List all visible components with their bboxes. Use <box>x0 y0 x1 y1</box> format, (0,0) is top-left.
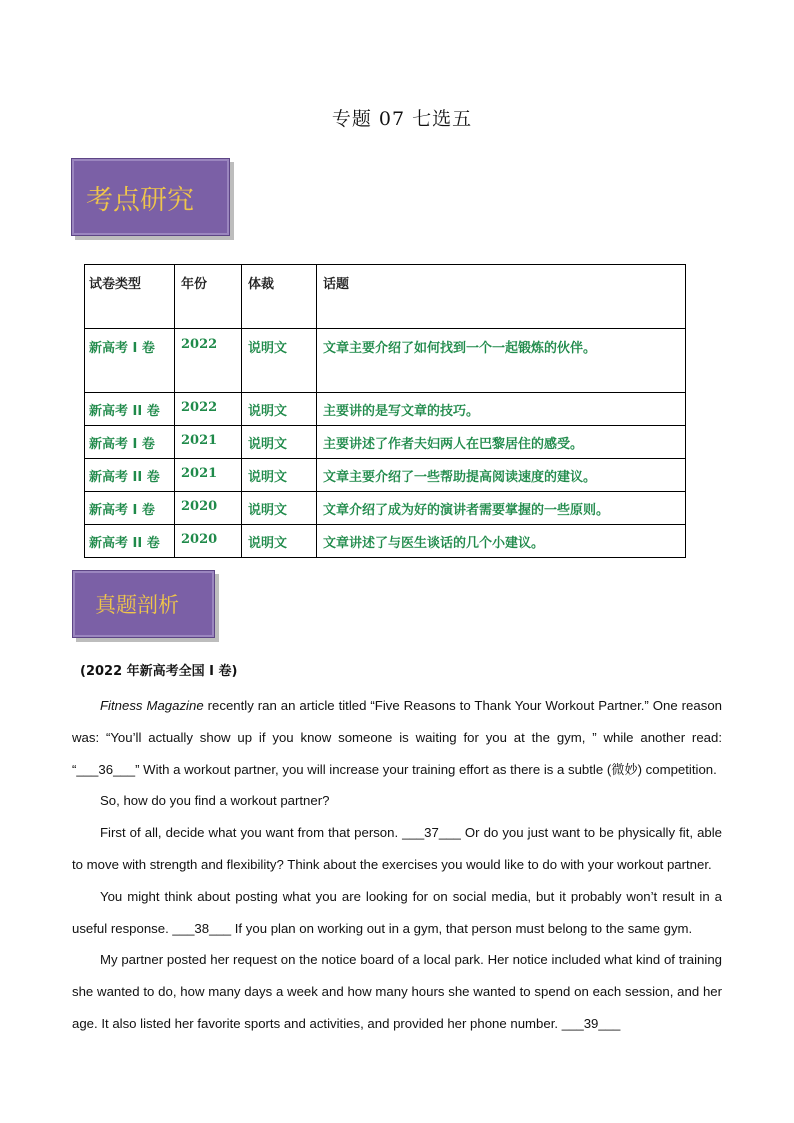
table-row <box>85 525 686 558</box>
section-banner-exam-research <box>71 158 230 236</box>
cell-genre: 说明文 <box>242 393 317 426</box>
cell-genre: 说明文 <box>242 525 317 558</box>
cell-topic: 文章介绍了成为好的演讲者需要掌握的一些原则。 <box>317 492 686 525</box>
cell-year: 2022 <box>175 329 242 393</box>
table-row <box>85 459 686 492</box>
section-banner-label: 真题剖析 <box>95 593 179 617</box>
cell-type: 新高考 II 卷 <box>85 393 175 426</box>
cell-year: 2022 <box>175 393 242 426</box>
cell-topic: 主要讲述了作者夫妇两人在巴黎居住的感受。 <box>317 426 686 459</box>
passage-paragraph <box>72 690 722 785</box>
header-cell-topic: 话题 <box>317 265 686 329</box>
paragraph-text: recently ran an article titled “Five Reasons to Thank Your Workout Partner.” One reason was: “You’ll actually show up if you know someone is waiting for you at the gym, ” while another read: “___36___” With a workout partner, you will increase your training effort as there is a subtle (微妙) competition. <box>72 698 722 777</box>
passage-paragraph: My partner posted her request on the notice board of a local park. Her notice included what kind of training she wanted to do, how many days a week and how many hours she wanted to spend on each session, and her age. It also listed her favorite sports and activities, and provided her phone number. ___39___ <box>72 952 722 1031</box>
cell-type: 新高考 II 卷 <box>85 525 175 558</box>
reading-passage <box>72 690 722 1040</box>
cell-topic: 文章讲述了与医生谈话的几个小建议。 <box>317 525 686 558</box>
header-cell-genre: 体裁 <box>242 265 317 329</box>
table-row <box>85 492 686 525</box>
cell-year: 2021 <box>175 459 242 492</box>
cell-genre: 说明文 <box>242 329 317 393</box>
table-row <box>85 426 686 459</box>
cell-genre: 说明文 <box>242 459 317 492</box>
header-cell-type: 试卷类型 <box>85 265 175 329</box>
section-banner-past-exam-analysis <box>72 570 215 638</box>
header-cell-year: 年份 <box>175 265 242 329</box>
cell-topic: 主要讲的是写文章的技巧。 <box>317 393 686 426</box>
cell-year: 2020 <box>175 525 242 558</box>
cell-topic: 文章主要介绍了如何找到一个一起锻炼的伙伴。 <box>317 329 686 393</box>
table-row <box>85 393 686 426</box>
cell-type: 新高考 II 卷 <box>85 459 175 492</box>
passage-paragraph: So, how do you find a workout partner? <box>100 793 330 809</box>
cell-genre: 说明文 <box>242 492 317 525</box>
cell-type: 新高考 I 卷 <box>85 426 175 459</box>
exam-topic-table <box>84 264 686 558</box>
page-title: 专题 07 七选五 <box>331 108 473 130</box>
cell-year: 2020 <box>175 492 242 525</box>
cell-genre: 说明文 <box>242 426 317 459</box>
passage-paragraph: You might think about posting what you are looking for on social media, but it probably won’t result in a useful response. ___38___ If you plan on working out in a gym, that person must belong to the same gym. <box>72 888 722 936</box>
exam-source-label: (2022 年新高考全国 I 卷) <box>80 664 238 679</box>
section-banner-label: 考点研究 <box>86 184 194 216</box>
passage-paragraph: First of all, decide what you want from that person. ___37___ Or do you just want to be physically fit, able to move with strength and flexibility? Think about the exercises you would like to do with your workout partner. <box>72 825 722 872</box>
magazine-name: Fitness Magazine <box>100 698 204 713</box>
cell-topic: 文章主要介绍了一些帮助提高阅读速度的建议。 <box>317 459 686 492</box>
cell-type: 新高考 I 卷 <box>85 492 175 525</box>
cell-type: 新高考 I 卷 <box>85 329 175 393</box>
table-header-row <box>85 265 686 329</box>
cell-year: 2021 <box>175 426 242 459</box>
table-row <box>85 329 686 393</box>
